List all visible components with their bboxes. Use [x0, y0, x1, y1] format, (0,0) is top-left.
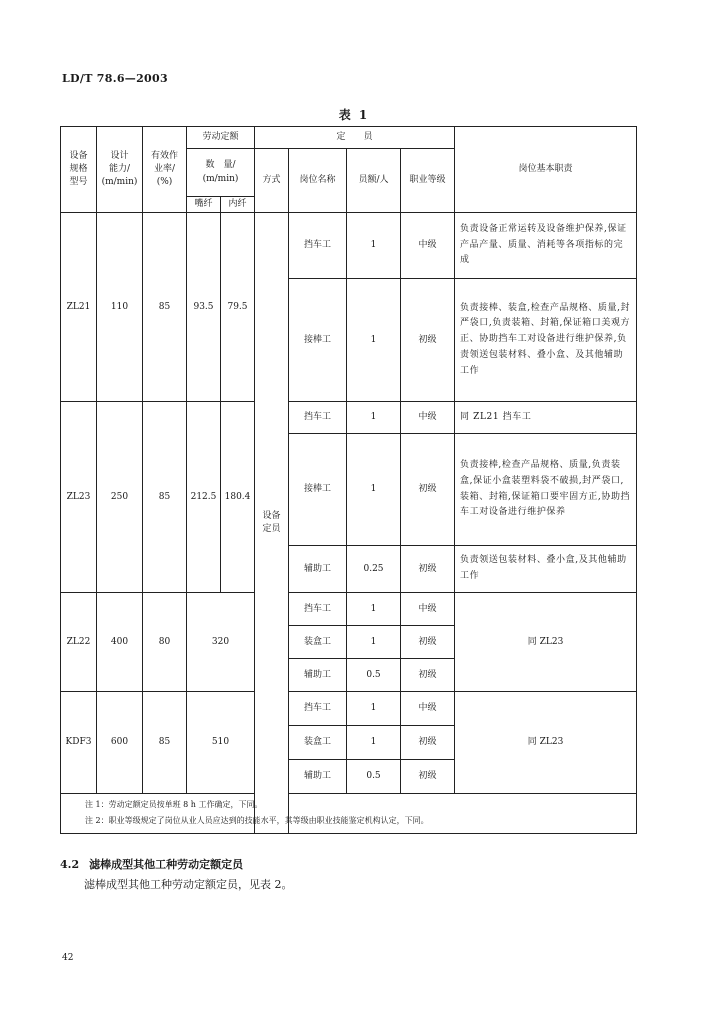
header-quantity: 数 量/ (m/min) [187, 149, 255, 197]
headcount-cell: 1 [347, 692, 401, 726]
efficiency-cell: 85 [143, 692, 187, 794]
quantity-filter-cell: 212.5 [187, 402, 221, 593]
grade-cell: 初级 [401, 760, 455, 794]
post-name-cell: 接棒工 [289, 434, 347, 546]
duty-cell: 同 ZL23 [455, 692, 637, 794]
duty-cell: 负责领送包装材料、叠小盒,及其他辅助工作 [455, 546, 637, 593]
header-capacity: 设计 能力/ (m/min) [97, 127, 143, 213]
headcount-cell: 0.5 [347, 659, 401, 692]
grade-cell: 中级 [401, 593, 455, 626]
header-staffing: 定 员 [255, 127, 455, 149]
header-labor-quota: 劳动定额 [187, 127, 255, 149]
model-cell: KDF3 [61, 692, 97, 794]
grade-cell: 初级 [401, 626, 455, 659]
grade-cell: 中级 [401, 213, 455, 279]
table-note: 注 2：职业等级规定了岗位从业人员应达到的技能水平，其等级由职业技能鉴定机构认定，下同。 [85, 815, 429, 825]
post-name-cell: 装盒工 [289, 626, 347, 659]
headcount-cell: 0.5 [347, 760, 401, 794]
post-name-cell: 辅助工 [289, 760, 347, 794]
capacity-cell: 250 [97, 402, 143, 593]
body-paragraph: 滤棒成型其他工种劳动定额定员，见表 2。 [84, 878, 293, 891]
grade-cell: 中级 [401, 402, 455, 434]
section-title: 滤棒成型其他工种劳动定额定员 [89, 858, 244, 871]
headcount-cell: 1 [347, 402, 401, 434]
headcount-cell: 1 [347, 726, 401, 760]
header-filter-rod: 嘴纤 [187, 197, 221, 213]
post-name-cell: 挡车工 [289, 593, 347, 626]
header-method: 方式 [255, 149, 289, 213]
staffing-table [60, 126, 637, 834]
quantity-cell: 320 [187, 593, 255, 692]
grade-cell: 初级 [401, 659, 455, 692]
model-cell: ZL23 [61, 402, 97, 593]
grade-cell: 初级 [401, 434, 455, 546]
header-inner-fiber: 内纤 [221, 197, 255, 213]
page-number: 42 [62, 953, 74, 963]
quantity-inner-cell: 180.4 [221, 402, 255, 593]
post-name-cell: 辅助工 [289, 659, 347, 692]
headcount-cell: 0.25 [347, 546, 401, 593]
post-name-cell: 挡车工 [289, 402, 347, 434]
section-heading [60, 856, 243, 872]
table-caption: 表 1 [338, 108, 370, 122]
headcount-cell: 1 [347, 213, 401, 279]
method-cell: 设备 定员 [255, 213, 289, 834]
grade-cell: 中级 [401, 692, 455, 726]
headcount-cell: 1 [347, 279, 401, 402]
model-cell: ZL22 [61, 593, 97, 692]
duty-cell: 同 ZL23 [455, 593, 637, 692]
model-cell: ZL21 [61, 213, 97, 402]
capacity-cell: 400 [97, 593, 143, 692]
headcount-cell: 1 [347, 593, 401, 626]
table-note: 注 1：劳动定额定员按单班 8 h 工作确定，下同。 [85, 800, 263, 810]
capacity-cell: 600 [97, 692, 143, 794]
quantity-cell: 510 [187, 692, 255, 794]
table-notes [61, 794, 637, 834]
header-headcount: 员额/人 [347, 149, 401, 213]
headcount-cell: 1 [347, 626, 401, 659]
grade-cell: 初级 [401, 279, 455, 402]
post-name-cell: 接棒工 [289, 279, 347, 402]
post-name-cell: 装盒工 [289, 726, 347, 760]
header-post: 岗位名称 [289, 149, 347, 213]
post-name-cell: 挡车工 [289, 213, 347, 279]
duty-cell: 同 ZL21 挡车工 [455, 402, 637, 434]
header-duties: 岗位基本职责 [455, 127, 637, 213]
header-model: 设备 规格 型号 [61, 127, 97, 213]
efficiency-cell: 85 [143, 402, 187, 593]
duty-cell: 负责接棒,检查产品规格、质量,负责装盒,保证小盒装塑料袋不破损,封严袋口,装箱、封箱,保证箱口要牢固方正,协助挡车工对设备进行维护保养 [455, 434, 637, 546]
post-name-cell: 挡车工 [289, 692, 347, 726]
efficiency-cell: 85 [143, 213, 187, 402]
headcount-cell: 1 [347, 434, 401, 546]
duty-cell: 负责设备正常运转及设备维护保养,保证产品产量、质量、消耗等各项指标的完成 [455, 213, 637, 279]
quantity-inner-cell: 79.5 [221, 213, 255, 402]
header-efficiency: 有效作 业率/ (%) [143, 127, 187, 213]
header-grade: 职业等级 [401, 149, 455, 213]
grade-cell: 初级 [401, 546, 455, 593]
quantity-filter-cell: 93.5 [187, 213, 221, 402]
document-id: LD/T 78.6—2003 [62, 72, 168, 85]
grade-cell: 初级 [401, 726, 455, 760]
post-name-cell: 辅助工 [289, 546, 347, 593]
capacity-cell: 110 [97, 213, 143, 402]
section-number: 4.2 [60, 858, 80, 871]
duty-cell: 负责接棒、装盒,检查产品规格、质量,封严袋口,负责装箱、封箱,保证箱口美观方正、协助挡车工对设备进行维护保养,负责领送包装材料、叠小盒、及其他辅助工作 [455, 279, 637, 402]
efficiency-cell: 80 [143, 593, 187, 692]
